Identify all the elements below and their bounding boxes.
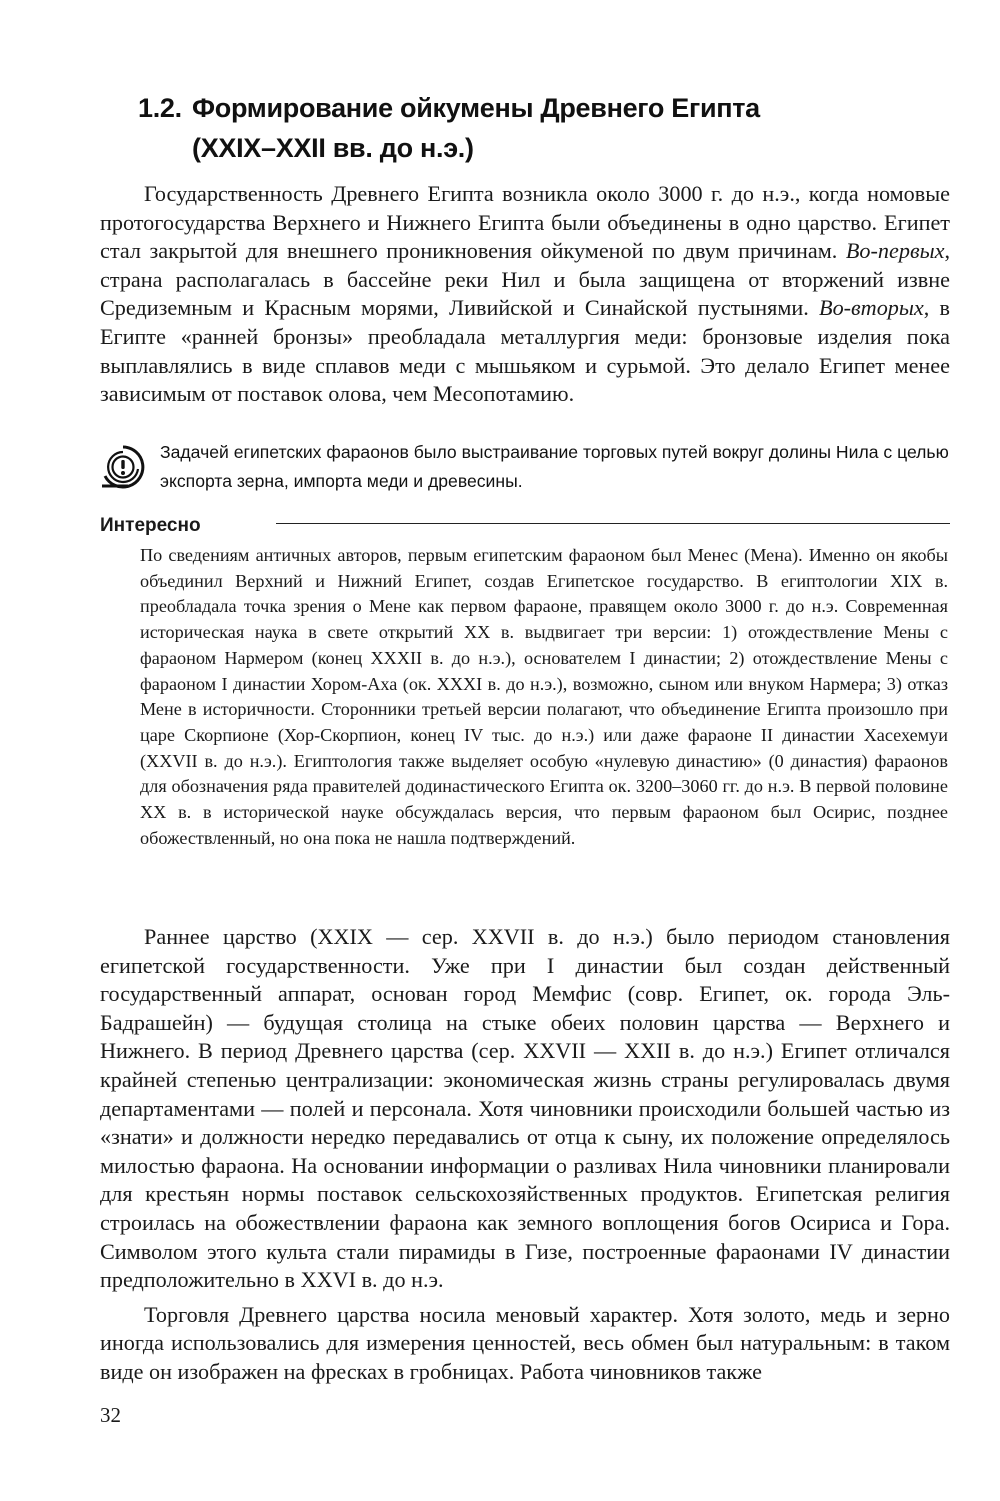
note-text: Задачей египетских фараонов было выстраивание торговых путей вокруг долины Нила с целью экспорта зерна, импорта меди и древесины.: [160, 442, 949, 491]
intro-block: [100, 180, 950, 409]
main-block: [100, 923, 950, 1387]
note-callout: [98, 438, 950, 498]
intro-emphasis-second: Во-вторых: [819, 295, 924, 321]
interesting-paragraph: По сведениям античных авторов, первым египетским фараоном был Менес (Мена). Именно он якобы объединил Верхний и Нижний Египет, создав Египетское государство. В египтологии XIX в. преобладала точка зрения о Мене как первом фараоне, правящем около 3000 г. до н.э. Современная историческая наука в свете открытий XX в. выдвигает три версии: 1) отождествление Мены с фараоном Нармером (конец XXXII в. до н.э.), основателем I династии; 2) отождествление Мены с фараоном I династии Хором-Аха (ок. XXXI в. до н.э.), возможно, сыном или внуком Нармера; 3) отказ Мене в историчности. Сторонники третьей версии полагают, что объединение Египта произошло при царе Скорпионе (Хор-Скорпион, конец IV тыс. до н.э.) или даже фараоне II династии Хасехемуи (XXVII в. до н.э.). Египтология также выделяет особую «нулевую династию» (0 династия) фараонов для обозначения ряда правителей додинастического Египта ок. 3200–3060 гг. до н.э. В первой половине XX в. в исторической науке обсуждалась версия, что первым фараоном был Осирис, позднее обожествленный, но она пока не нашла подтверждений.: [140, 545, 948, 848]
section-title-line-1: Формирование ойкумены Древнего Египта: [192, 93, 760, 123]
exclamation-in-spiral-icon: [98, 442, 148, 492]
main-paragraph-2: Торговля Древнего царства носила меновый характер. Хотя золото, медь и зерно иногда использовались для измерения ценностей, весь обмен был натуральным: в таком виде он изображен на фресках в гробницах. Работа чиновников также: [100, 1301, 950, 1384]
section-heading: [138, 88, 938, 168]
main-paragraph-1: Раннее царство (XXIX — сер. XXVII в. до н.э.) было периодом становления египетской государственности. Уже при I династии был создан действенный государственный аппарат, основан город Мемфис (совр. Египет, ок. города Эль-Бадрашейн) — будущая столица на стыке обеих половин царства — Верхнего и Нижнего. В период Древнего царства (сер. XXVII — XXII в. до н.э.) Египет отличался крайней степенью централизации: экономическая жизнь страны регулировалась двумя департаментами — полей и персонала. Хотя чиновники происходили большей частью из «знати» и должности нередко передавались от отца к сыну, их положение определялось милостью фараона. На основании информации о разливах Нила чиновники планировали для крестьян нормы поставок сельскохозяйственных продуктов. Египетская религия строилась на обожествлении фараона как земного воплощения богов Осириса и Гора. Символом этого культа стали пирамиды в Гизе, построенные фараонами IV династии предположительно в XXVI в. до н.э.: [100, 924, 950, 1293]
interesting-box: [140, 543, 948, 851]
section-heading-line-1: [138, 88, 938, 128]
interesting-title: Интересно: [100, 515, 201, 536]
interesting-header: [100, 514, 950, 538]
section-number: 1.2.: [138, 93, 182, 123]
section-title-line-2: (XXIX–XXII вв. до н.э.): [192, 133, 474, 163]
intro-text-c: , в Египте «ранней бронзы» преобладала металлургия меди: бронзовые изделия пока выплавлялись в виде сплавов меди с мышьяком и сурьмой. Это делало Египет менее зависимым от поставок олова, чем Месопотамию.: [100, 295, 950, 407]
intro-text-b: , страна располагалась в бассейне реки Нил и была защищена от вторжений извне Средиземным и Красным морями, Ливийской и Синайской пустынями.: [100, 238, 950, 321]
interesting-divider: [276, 523, 950, 524]
intro-text-a: Государственность Древнего Египта возникла около 3000 г. до н.э., когда номовые протогосударства Верхнего и Нижнего Египта были объединены в одно царство. Египет стал закрытой для внешнего проникновения ойкуменой по двум причинам.: [100, 181, 950, 264]
page-number: 32: [100, 1403, 121, 1427]
intro-emphasis-first: Во-первых: [845, 238, 945, 264]
intro-paragraph: [100, 180, 950, 409]
